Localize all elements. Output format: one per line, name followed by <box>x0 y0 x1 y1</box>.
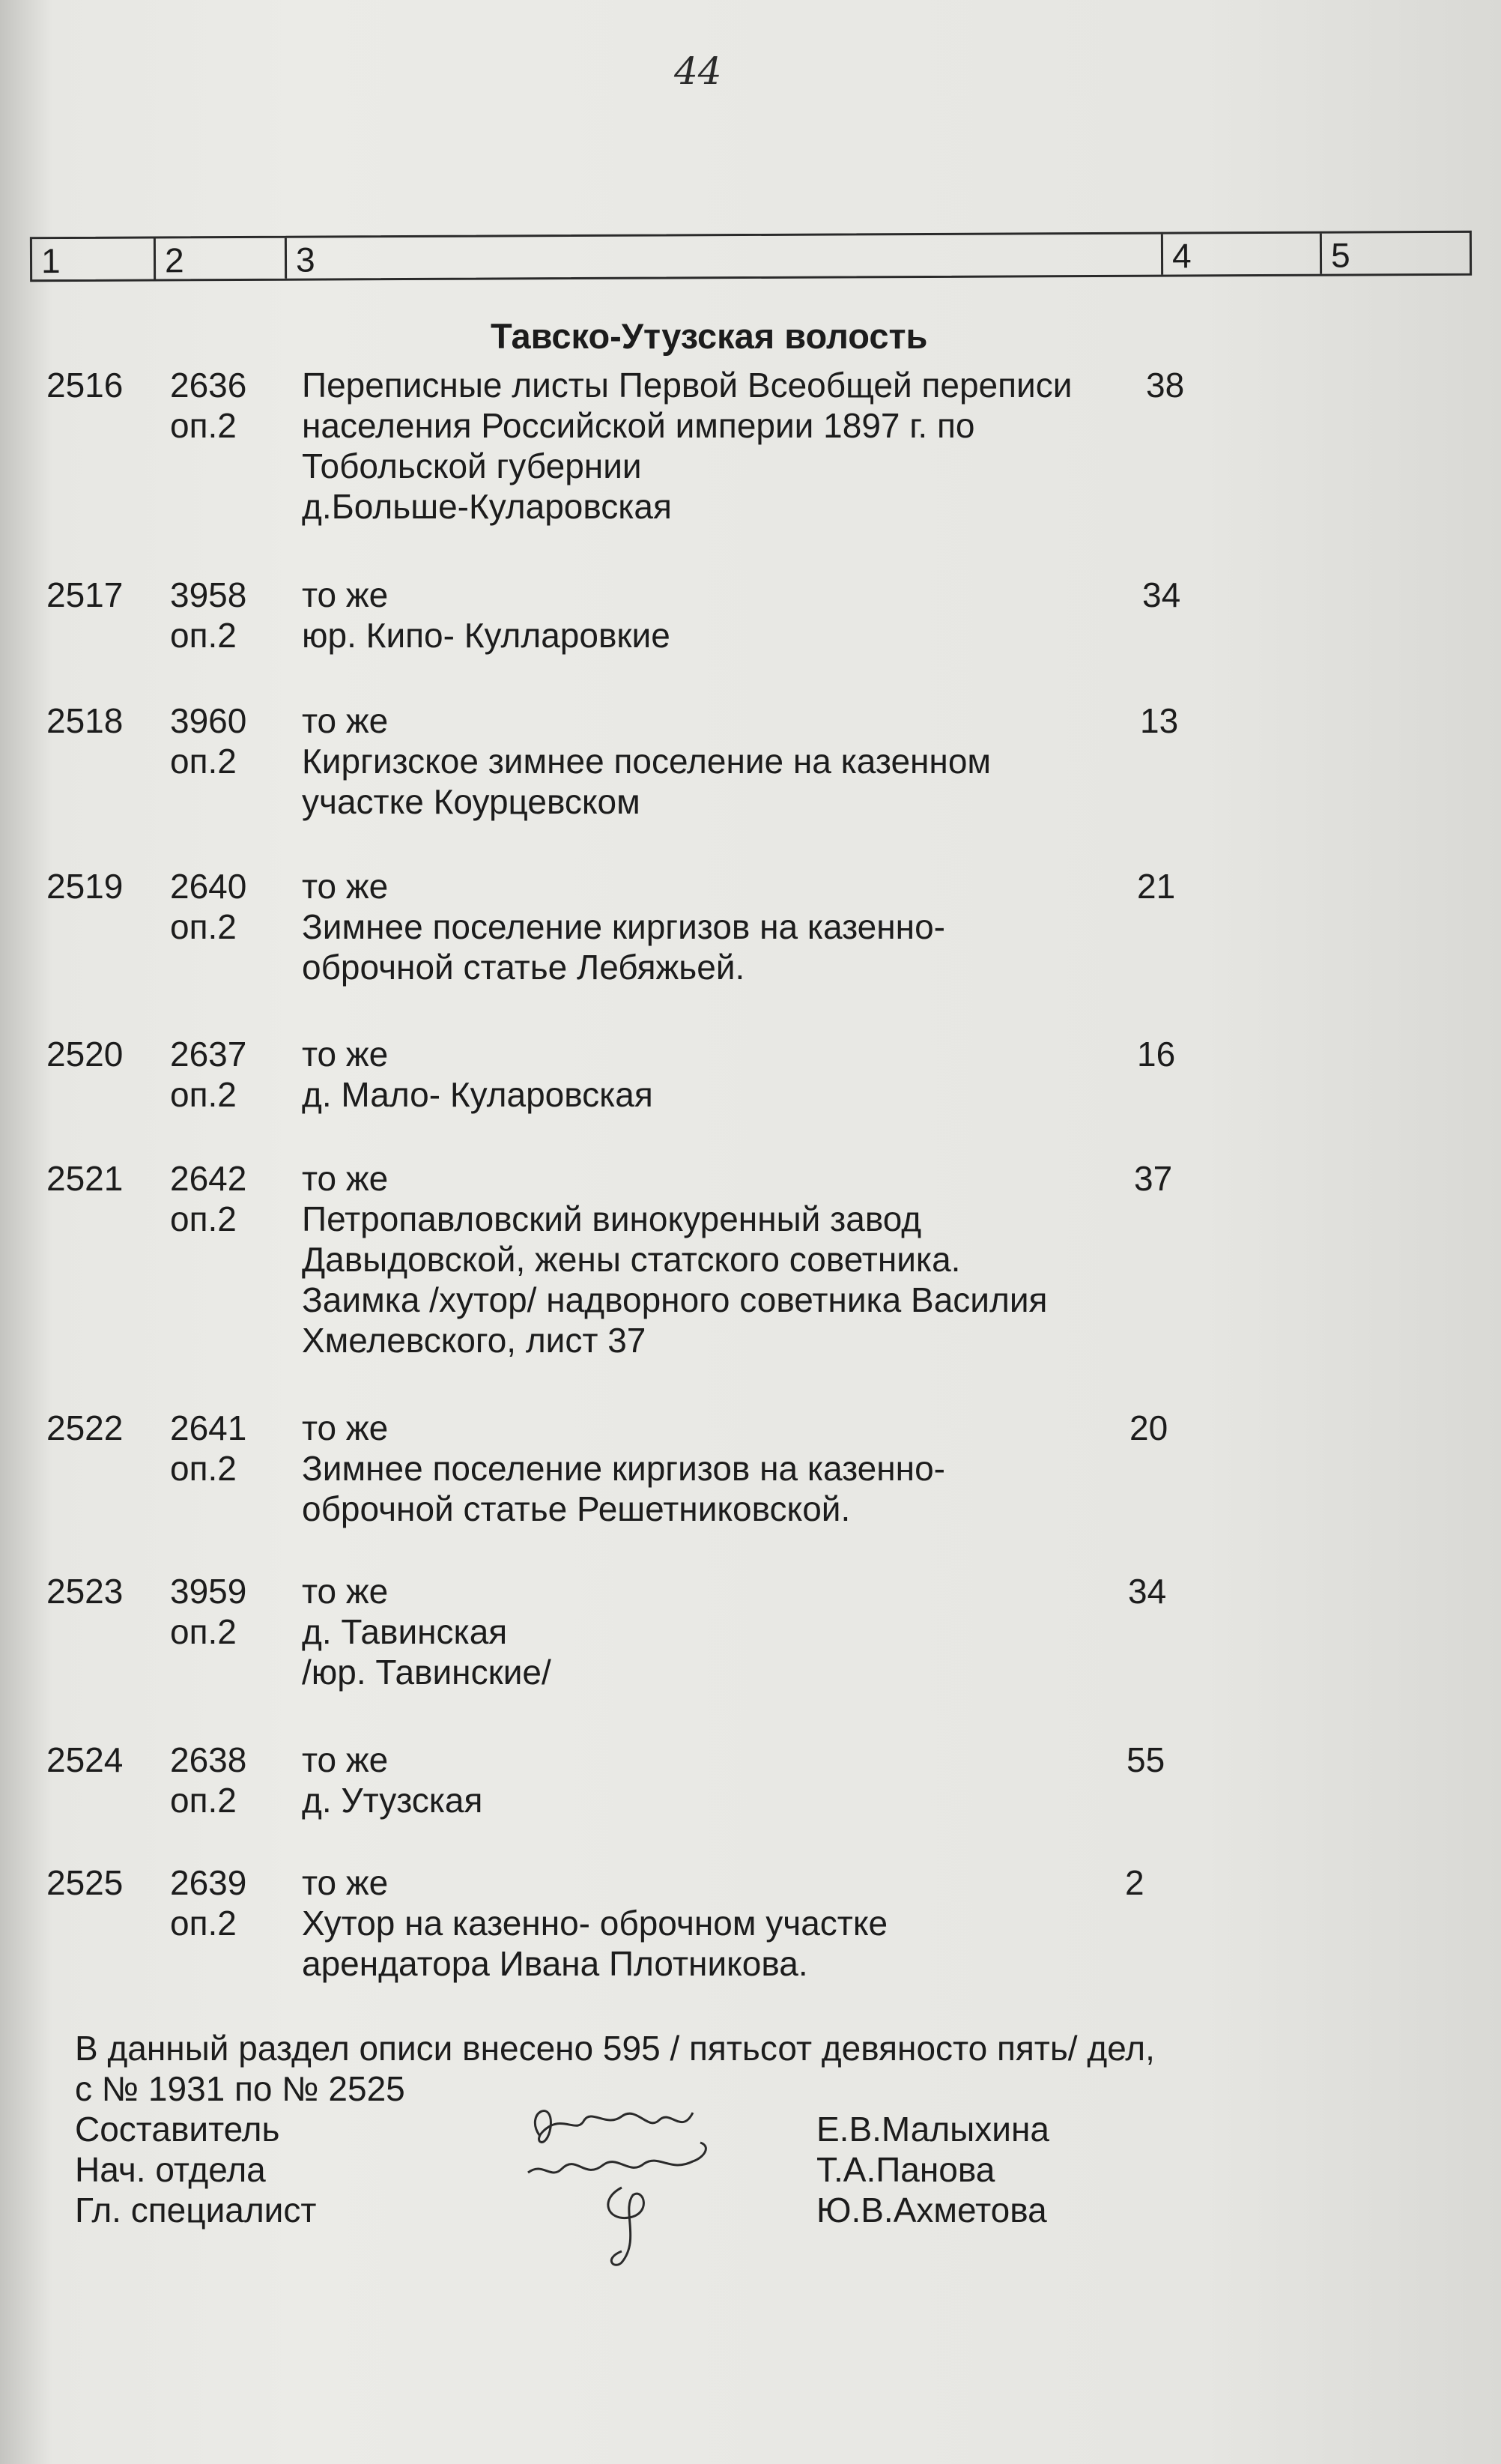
record-description <box>302 1740 1141 1820</box>
signature-stroke <box>535 2111 693 2143</box>
column-header-4: 4 <box>1163 234 1322 275</box>
description-line: населения Российской империи 1897 г. по <box>302 406 975 445</box>
record-description <box>302 1408 1141 1529</box>
delo-cell <box>170 866 246 947</box>
description-line: то же <box>302 701 389 740</box>
name-compiler: Е.В.Малыхина <box>816 2110 1049 2149</box>
description-line: то же <box>302 1159 389 1198</box>
delo-number: 2637 <box>170 1035 247 1074</box>
record-number: 2523 <box>46 1572 124 1611</box>
description-line: д. Тавинская <box>302 1612 508 1651</box>
delo-cell <box>170 1158 246 1239</box>
name-chief-specialist: Ю.В.Ахметова <box>816 2191 1047 2230</box>
description-line: то же <box>302 1740 389 1779</box>
column-header-row <box>30 231 1472 282</box>
delo-number: 2636 <box>170 366 247 405</box>
record-description <box>302 1034 1141 1115</box>
delo-number: 2639 <box>170 1863 247 1902</box>
record-number: 2519 <box>46 867 124 906</box>
sheet-count: 2 <box>1125 1863 1144 1902</box>
description-line: д.Больше-Куларовская <box>302 487 672 526</box>
delo-number: 2642 <box>170 1159 247 1198</box>
record-number: 2518 <box>46 701 124 740</box>
description-line: Переписные листы Первой Всеобщей переписи <box>302 366 1073 405</box>
delo-cell <box>170 1862 246 1943</box>
description-line: то же <box>302 1863 389 1902</box>
opis-number: оп.2 <box>170 1612 237 1651</box>
sheet-count: 20 <box>1129 1408 1168 1447</box>
delo-number: 3960 <box>170 701 247 740</box>
delo-cell <box>170 575 246 656</box>
sheet-count: 38 <box>1146 366 1185 405</box>
description-line: юр. Кипо- Кулларовкие <box>302 616 670 655</box>
record-description <box>302 700 1141 822</box>
description-line: Хмелевского, лист 37 <box>302 1321 646 1360</box>
description-line: Заимка /хутор/ надворного советника Василия <box>302 1280 1048 1319</box>
sheet-count: 16 <box>1137 1035 1176 1074</box>
record-description <box>302 1571 1141 1692</box>
sheet-count: 21 <box>1137 867 1176 906</box>
opis-number: оп.2 <box>170 1199 237 1238</box>
description-line: то же <box>302 1572 389 1611</box>
column-header-2: 2 <box>156 238 287 279</box>
section-title: Тавско-Утузская волость <box>491 316 928 356</box>
delo-cell <box>170 700 246 781</box>
signatory-names <box>816 2109 1049 2230</box>
description-line: то же <box>302 1035 389 1074</box>
description-line: Зимнее поселение киргизов на казенно- <box>302 1449 945 1488</box>
signature-stroke <box>608 2188 644 2265</box>
sheet-count: 34 <box>1142 575 1181 614</box>
description-line: д. Утузская <box>302 1781 483 1820</box>
signatory-roles <box>75 2109 316 2230</box>
description-line: Петропавловский винокуренный завод <box>302 1199 922 1238</box>
description-line: оброчной статье Лебяжьей. <box>302 948 745 987</box>
description-line: /юр. Тавинские/ <box>302 1653 551 1692</box>
role-chief-specialist: Гл. специалист <box>75 2191 317 2230</box>
summary-line: В данный раздел описи внесено 595 / пятьсот девяносто пять/ дел, <box>75 2029 1155 2068</box>
delo-cell <box>170 1571 246 1652</box>
record-number: 2522 <box>46 1408 124 1447</box>
opis-number: оп.2 <box>170 1075 237 1114</box>
description-line: Давыдовской, жены статского советника. <box>302 1240 961 1279</box>
column-header-1: 1 <box>32 238 156 279</box>
delo-number: 3958 <box>170 575 247 614</box>
opis-number: оп.2 <box>170 742 237 781</box>
record-number: 2516 <box>46 366 124 405</box>
description-line: Киргизское зимнее поселение на казенном <box>302 742 992 781</box>
description-line: участке Коурцевском <box>302 782 640 821</box>
signature-stroke <box>528 2143 706 2173</box>
role-compiler: Составитель <box>75 2110 280 2149</box>
opis-number: оп.2 <box>170 1781 237 1820</box>
column-header-3: 3 <box>287 234 1163 279</box>
description-line: то же <box>302 1408 389 1447</box>
delo-number: 2641 <box>170 1408 247 1447</box>
record-description <box>302 1158 1141 1360</box>
record-description <box>302 575 1141 656</box>
column-header-5: 5 <box>1330 235 1350 275</box>
delo-cell <box>170 1408 246 1489</box>
record-number: 2521 <box>46 1159 124 1198</box>
sheet-count: 55 <box>1126 1740 1165 1779</box>
sheet-count: 37 <box>1134 1159 1173 1198</box>
record-description <box>302 365 1141 527</box>
description-line: то же <box>302 575 389 614</box>
description-line: д. Мало- Куларовская <box>302 1075 653 1114</box>
description-line: то же <box>302 867 389 906</box>
delo-number: 2638 <box>170 1740 247 1779</box>
sheet-count: 34 <box>1128 1572 1167 1611</box>
opis-number: оп.2 <box>170 1904 237 1943</box>
opis-number: оп.2 <box>170 406 237 445</box>
sheet-count: 13 <box>1140 701 1179 740</box>
description-line: оброчной статье Решетниковской. <box>302 1489 851 1528</box>
record-description <box>302 1862 1141 1984</box>
role-department-head: Нач. отдела <box>75 2150 266 2189</box>
delo-number: 3959 <box>170 1572 247 1611</box>
record-number: 2524 <box>46 1740 124 1779</box>
handwritten-signatures <box>509 2090 734 2270</box>
description-line: арендатора Ивана Плотникова. <box>302 1944 808 1983</box>
description-line: Хутор на казенно- оброчном участке <box>302 1904 888 1943</box>
name-department-head: Т.А.Панова <box>816 2150 995 2189</box>
description-line: Зимнее поселение киргизов на казенно- <box>302 907 945 946</box>
record-description <box>302 866 1141 987</box>
delo-cell <box>170 365 246 446</box>
opis-number: оп.2 <box>170 616 237 655</box>
description-line: Тобольской губернии <box>302 447 642 485</box>
opis-number: оп.2 <box>170 907 237 946</box>
delo-number: 2640 <box>170 867 247 906</box>
delo-cell <box>170 1740 246 1820</box>
record-number: 2517 <box>46 575 124 614</box>
record-number: 2520 <box>46 1035 124 1074</box>
record-number: 2525 <box>46 1863 124 1902</box>
delo-cell <box>170 1034 246 1115</box>
page-number: 44 <box>674 49 722 93</box>
opis-number: оп.2 <box>170 1449 237 1488</box>
summary-line: с № 1931 по № 2525 <box>75 2069 405 2108</box>
